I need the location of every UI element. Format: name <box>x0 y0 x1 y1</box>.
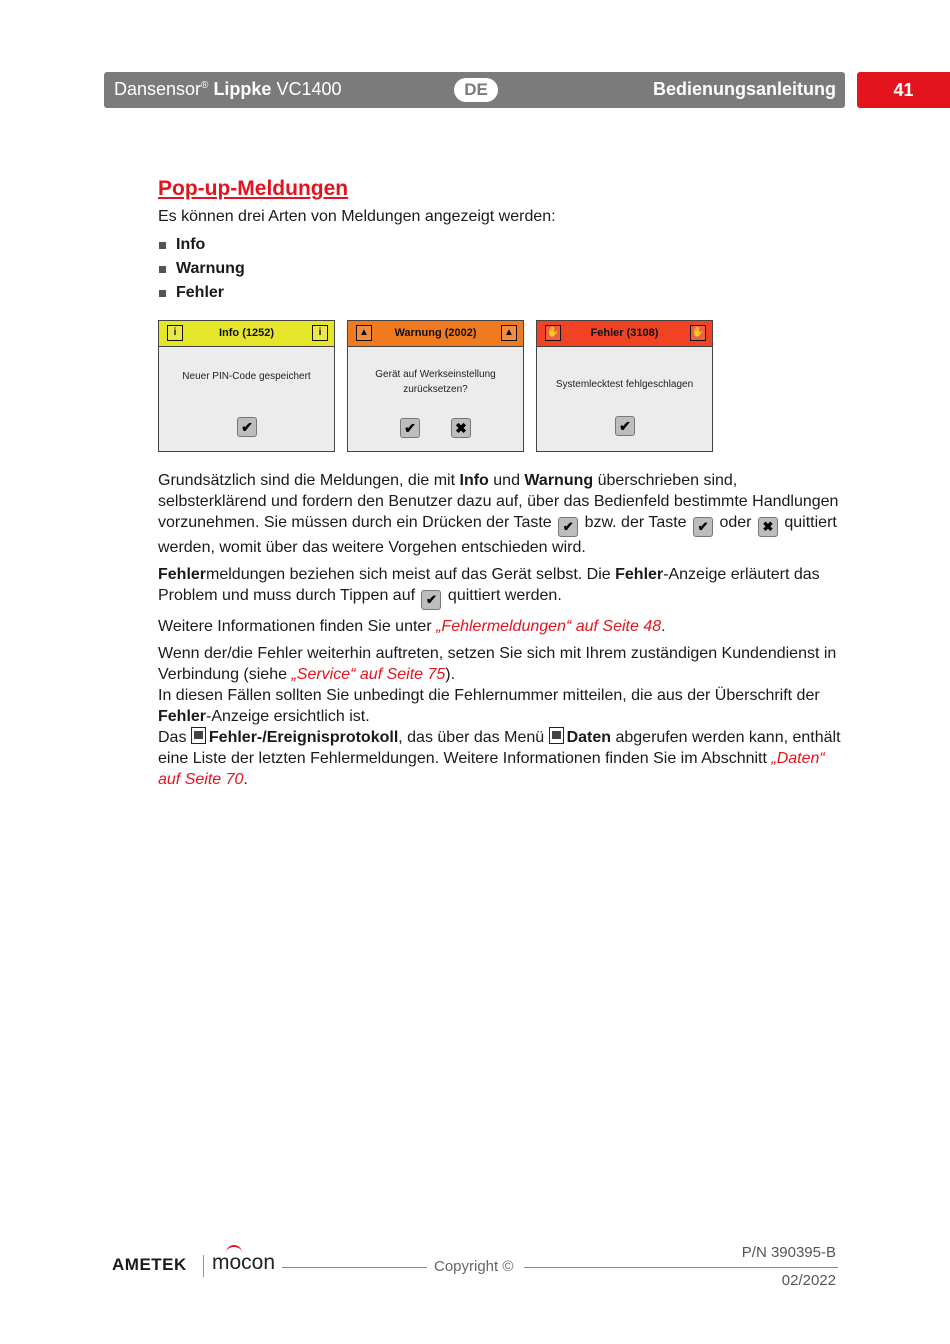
cross-icon: ✖ <box>758 517 778 537</box>
text-run: In diesen Fällen sollten Sie unbedingt die Fehlernummer mitteilen, die aus der Überschrift der <box>158 687 820 704</box>
link-fehlermeldungen[interactable]: „Fehlermeldungen“ auf Seite 48 <box>436 618 662 635</box>
model-name: VC1400 <box>276 79 342 99</box>
text-run: überschrieben sind, selbsterklärend und fordern den Benutzer dazu auf, über das Bedienfeld bestimmte Handlungen vorzunehmen. Sie müssen durch ein Drücken der Taste <box>158 472 839 531</box>
text-run: meldungen beziehen sich meist auf das Gerät selbst. Die <box>206 566 616 583</box>
link-service[interactable]: „Service“ auf Seite 75 <box>291 666 446 683</box>
main-content <box>158 174 848 790</box>
stop-hand-icon: ✋ <box>545 325 561 341</box>
error-popup-header <box>537 321 712 347</box>
text-run: , das über das Menü <box>398 729 549 746</box>
logo-divider <box>203 1255 204 1277</box>
product-name <box>114 79 342 100</box>
brand-prefix: Dansensor <box>114 79 202 99</box>
warning-message-line: zurücksetzen? <box>403 384 468 395</box>
list-item-label: Info <box>176 236 206 253</box>
info-popup <box>158 320 335 452</box>
text-run-bold: Fehler <box>615 566 664 583</box>
ametek-logo: AMETEK <box>112 1255 187 1274</box>
text-run: ). <box>445 666 456 683</box>
mocon-logo-arc <box>226 1245 242 1253</box>
popup-examples <box>158 320 848 454</box>
list-item-label: Fehler <box>176 284 225 301</box>
document-type: Bedienungsanleitung <box>652 79 836 99</box>
copyright-text: Copyright © <box>434 1258 514 1275</box>
check-button[interactable] <box>400 418 420 438</box>
warning-popup-title: Warnung (2002) <box>394 327 477 339</box>
header-bar <box>104 72 845 108</box>
text-run: -Anzeige erläutert das Problem und muss durch Tippen auf <box>158 566 820 604</box>
error-popup <box>536 320 713 452</box>
stop-hand-icon: ✋ <box>690 325 706 341</box>
text-run-bold: Daten <box>566 729 612 746</box>
list-item <box>158 281 848 305</box>
text-run: . <box>243 771 248 788</box>
text-run-bold: Warnung <box>524 472 594 489</box>
bullet-square-icon <box>159 266 166 273</box>
list-item <box>158 233 848 257</box>
info-popup-header <box>159 321 334 347</box>
check-icon: ✔ <box>241 419 253 435</box>
text-run: bzw. der Taste <box>580 514 692 531</box>
check-icon: ✔ <box>421 590 441 610</box>
mocon-logo <box>212 1251 275 1275</box>
info-popup-message: Neuer PIN-Code gespeichert <box>182 371 311 382</box>
event-log-icon <box>191 727 206 744</box>
text-run: Das <box>158 729 191 746</box>
text-run-bold: Fehler <box>158 566 207 583</box>
registered-mark: ® <box>201 80 209 91</box>
text-run: Grundsätzlich sind die Meldungen, die mit <box>158 472 460 489</box>
brand-name: Lippke <box>213 79 272 99</box>
check-button[interactable] <box>237 417 257 437</box>
check-icon: ✔ <box>619 418 631 434</box>
list-item <box>158 257 848 281</box>
section-title: Pop-up-Meldungen <box>158 177 349 200</box>
mocon-logo-text: mocon <box>212 1251 276 1274</box>
message-type-list <box>158 233 848 305</box>
text-run: Weitere Informationen finden Sie unter <box>158 618 437 635</box>
text-run-bold: Fehler-/Ereignisprotokoll <box>208 729 399 746</box>
warning-popup-message <box>353 367 518 397</box>
error-popup-title: Fehler (3108) <box>590 327 659 339</box>
check-button[interactable] <box>615 416 635 436</box>
text-run-bold: Fehler <box>158 708 207 725</box>
cancel-button[interactable] <box>451 418 471 438</box>
cross-icon: ✖ <box>455 420 467 436</box>
text-run: quittiert werden, womit über das weitere Vorgehen entschieden wird. <box>158 514 837 556</box>
text-run: Wenn der/die Fehler weiterhin auftreten, setzen Sie sich mit Ihrem zuständigen Kundendienst in Verbindung (siehe <box>158 645 837 683</box>
footer-rule <box>282 1267 427 1268</box>
text-run: abgerufen werden kann, enthält eine Liste der letzten Fehlermeldungen. Weitere Informationen finden Sie im Abschnitt <box>158 729 841 767</box>
paragraph-more-info <box>158 616 848 637</box>
warning-triangle-icon: ▲ <box>501 325 517 341</box>
link-daten[interactable]: „Daten“ auf Seite 70 <box>158 750 825 788</box>
revision-date: 02/2022 <box>781 1272 836 1289</box>
text-run: und <box>488 472 525 489</box>
paragraph-info-warning <box>158 470 848 558</box>
language-badge: DE <box>454 78 498 102</box>
warning-popup-header <box>348 321 523 347</box>
page-number: 41 <box>857 72 950 108</box>
part-number: P/N 390395-B <box>741 1244 836 1261</box>
bullet-square-icon <box>159 242 166 249</box>
text-run: oder <box>715 514 756 531</box>
text-run-bold: Info <box>459 472 489 489</box>
warning-triangle-icon: ▲ <box>356 325 372 341</box>
intro-text: Es können drei Arten von Meldungen angezeigt werden: <box>158 208 556 225</box>
text-run: -Anzeige ersichtlich ist. <box>206 708 370 725</box>
footer-rule <box>524 1267 838 1268</box>
paragraph-error <box>158 564 848 610</box>
text-run: quittiert werden. <box>443 587 562 604</box>
warning-popup <box>347 320 524 452</box>
info-popup-title: Info (1252) <box>218 327 274 339</box>
data-menu-icon <box>549 727 564 744</box>
warning-message-line: Gerät auf Werkseinstellung <box>375 369 496 380</box>
paragraph-service <box>158 643 848 790</box>
bullet-square-icon <box>159 290 166 297</box>
info-icon: i <box>167 325 183 341</box>
text-run: . <box>661 618 666 635</box>
check-icon: ✔ <box>558 517 578 537</box>
error-popup-message: Systemlecktest fehlgeschlagen <box>555 379 694 390</box>
check-icon: ✔ <box>404 420 416 436</box>
list-item-label: Warnung <box>176 260 245 277</box>
info-icon: i <box>312 325 328 341</box>
check-icon: ✔ <box>693 517 713 537</box>
